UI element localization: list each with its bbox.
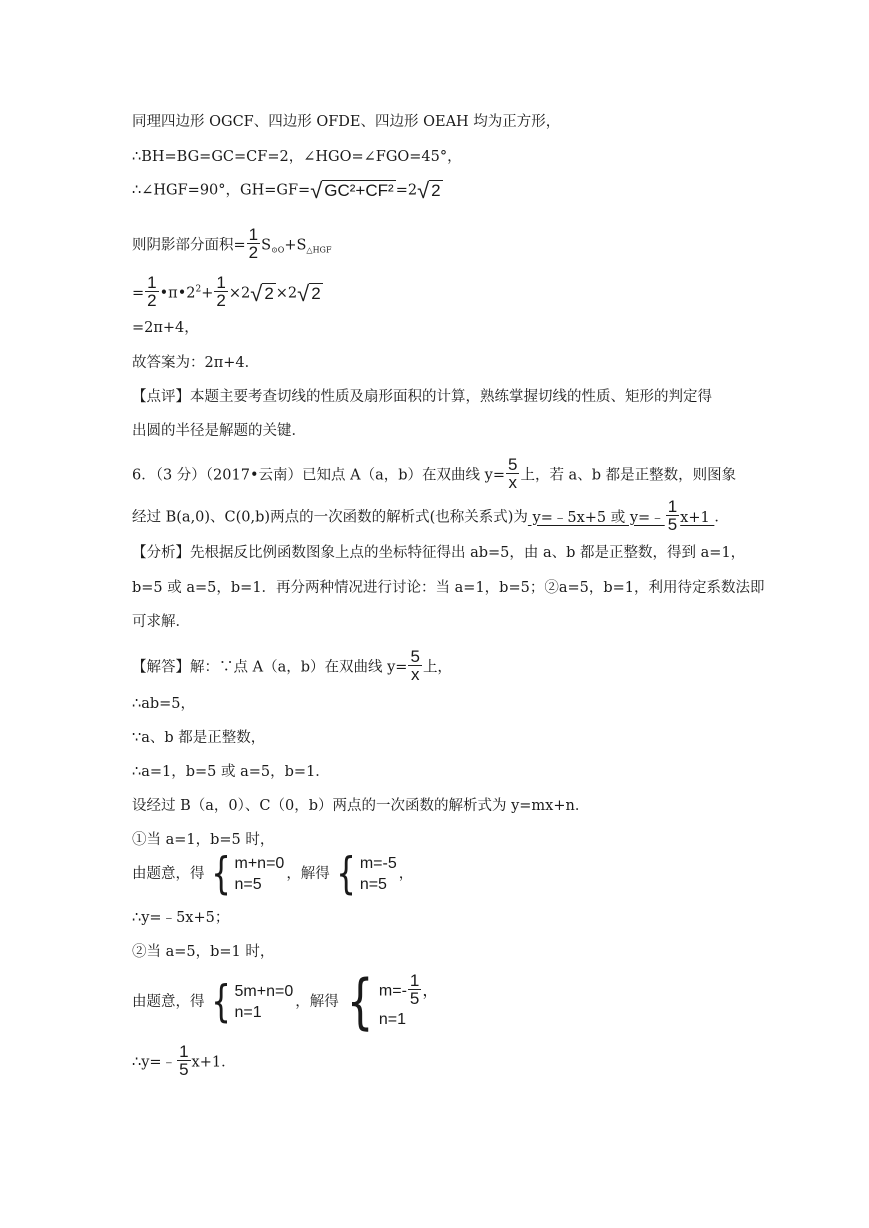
numerator: 1: [147, 273, 157, 292]
subscript: ⊙O: [271, 245, 285, 255]
sqrt-expression: [297, 280, 323, 306]
text-fragment: +S: [284, 237, 307, 254]
sqrt-expression: [310, 177, 396, 203]
radical-sign: √: [417, 177, 430, 203]
brace-icon: {: [210, 848, 231, 899]
equation-system: [207, 848, 285, 899]
sqrt-expression: [417, 177, 443, 203]
denominator: 2: [147, 291, 157, 310]
text-fragment: 经过 B(a,0)、C(0,b)两点的一次函数的解析式(也称关系式)为: [132, 509, 528, 526]
equation-row: 5m+n=0: [234, 983, 294, 1000]
equation-row: [378, 971, 439, 1009]
denominator: 5: [667, 515, 678, 534]
text-fragment: ∴y=﹣: [132, 1054, 177, 1071]
brace-icon: {: [210, 976, 231, 1027]
text-line: 可求解．: [132, 614, 190, 630]
subscript: △HGF: [306, 245, 332, 255]
equation-row: m=-5: [359, 855, 397, 872]
answer-fragment: x+1: [680, 509, 715, 526]
numerator: 1: [179, 1042, 189, 1061]
question-line: [132, 497, 729, 535]
equation-row: n=1: [378, 1011, 407, 1028]
fraction: [666, 498, 679, 533]
text-line: ∴a=1，b=5 或 a=5，b=1．: [132, 764, 330, 780]
radical-sign: √: [310, 177, 323, 203]
fraction: [247, 226, 260, 261]
text-line: ∴BH=BG=GC=CF=2，∠HGO=∠FGO=45°，: [132, 149, 462, 165]
text-fragment: 【解答】解：∵点 A（a，b）在双曲线 y=: [132, 659, 408, 676]
equation-row: n=5: [234, 876, 262, 893]
text-fragment: 由题意，得: [132, 994, 205, 1010]
system-line: [132, 848, 414, 899]
sqrt-argument: 2: [264, 284, 274, 303]
solution-system: [332, 848, 397, 899]
text-fragment: +: [201, 285, 214, 302]
brace-icon: {: [336, 848, 356, 899]
text-fragment: 6．（3 分）（2017•云南）已知点 A（a，b）在双曲线 y=: [132, 467, 505, 484]
text-line: 【点评】本题主要考查切线的性质及扇形面积的计算，熟练掌握切线的性质、矩形的判定得: [132, 389, 712, 405]
text-fragment: ×2: [228, 285, 251, 302]
numerator: 1: [667, 497, 678, 516]
text-line: ①当 a=1，b=5 时，: [132, 832, 275, 848]
text-fragment: 上，: [422, 659, 452, 676]
numerator: 1: [248, 225, 259, 244]
text-fragment: =2: [395, 182, 418, 199]
text-line: 出圆的半径是解题的关键．: [132, 423, 306, 439]
text-fragment: 则阴影部分面积=: [132, 237, 246, 254]
fraction: [214, 274, 227, 309]
equation-row: n=1: [234, 1004, 262, 1021]
fraction: [177, 1043, 190, 1078]
text-fragment: ，: [398, 866, 414, 882]
text-line: 设经过 B（a，0）、C（0，b）两点的一次函数的解析式为 y=mx+n．: [132, 798, 590, 814]
sqrt-argument: 2: [311, 284, 321, 303]
fraction: [408, 648, 421, 683]
text-fragment: ∴∠HGF=90°，GH=GF=: [132, 182, 311, 199]
formula-line: [132, 1042, 236, 1080]
system-line: [132, 967, 440, 1037]
denominator: x: [508, 473, 517, 492]
question-line: [132, 455, 737, 493]
fraction: [408, 972, 421, 1007]
denominator: 5: [179, 1060, 189, 1079]
text-line: ②当 a=5，b=1 时，: [132, 944, 275, 960]
equation-row: n=5: [359, 876, 387, 893]
radical-sign: √: [250, 280, 263, 306]
text-line: 同理四边形 OGCF、四边形 OFDE、四边形 OEAH 均为正方形，: [132, 114, 561, 130]
text-fragment: •π•2: [159, 285, 196, 302]
radical-sign: √: [297, 280, 310, 306]
text-line: ∵a、b 都是正整数，: [132, 730, 266, 746]
text-fragment: =: [132, 285, 145, 302]
denominator: x: [410, 665, 420, 684]
denominator: 2: [248, 243, 259, 262]
equation-row: m+n=0: [234, 855, 285, 872]
numerator: 1: [216, 273, 226, 292]
text-fragment: x+1．: [191, 1054, 236, 1071]
sqrt-argument: 2: [431, 181, 441, 200]
text-fragment: ，: [422, 982, 439, 1000]
text-line: =2π+4，: [132, 320, 199, 336]
equation-system: [207, 976, 294, 1027]
text-fragment: ．: [714, 509, 729, 526]
formula-line: [132, 177, 443, 203]
answer-fragment: y=﹣5x+5 或 y=﹣: [527, 509, 665, 526]
numerator: 5: [410, 647, 420, 666]
superscript: 2: [195, 284, 202, 295]
solution-system: [341, 967, 439, 1037]
text-fragment: ，解得: [295, 994, 339, 1010]
text-line: ∴ab=5，: [132, 696, 196, 712]
fraction: [506, 456, 519, 491]
formula-line: [132, 273, 323, 311]
brace-icon: {: [346, 967, 374, 1037]
sqrt-argument: GC²+CF²: [324, 181, 394, 200]
fraction: [145, 274, 158, 309]
denominator: 5: [409, 989, 420, 1008]
sqrt-expression: [250, 280, 276, 306]
numerator: 1: [409, 971, 420, 990]
text-line: ∴y=﹣5x+5；: [132, 910, 230, 926]
answer-blank: [527, 497, 715, 534]
denominator: 2: [216, 291, 226, 310]
text-fragment: m=-: [378, 982, 407, 1000]
numerator: 5: [507, 455, 518, 474]
text-fragment: ，解得: [286, 866, 330, 882]
text-line: 故答案为：2π+4．: [132, 355, 260, 371]
solution-line: [132, 647, 452, 685]
text-fragment: ×2: [275, 285, 298, 302]
text-fragment: 上，若 a、b 都是正整数，则图象: [520, 467, 737, 484]
formula-line: [132, 225, 332, 263]
text-fragment: 由题意，得: [132, 866, 205, 882]
text-line: b=5 或 a=5，b=1．再分两种情况进行讨论：当 a=1，b=5；②a=5，b=1，利用待定系数法即: [132, 580, 765, 596]
text-line: 【分析】先根据反比例函数图象上点的坐标特征得出 ab=5，由 a、b 都是正整数，得到 a=1，: [132, 545, 746, 561]
text-fragment: S: [261, 237, 272, 254]
